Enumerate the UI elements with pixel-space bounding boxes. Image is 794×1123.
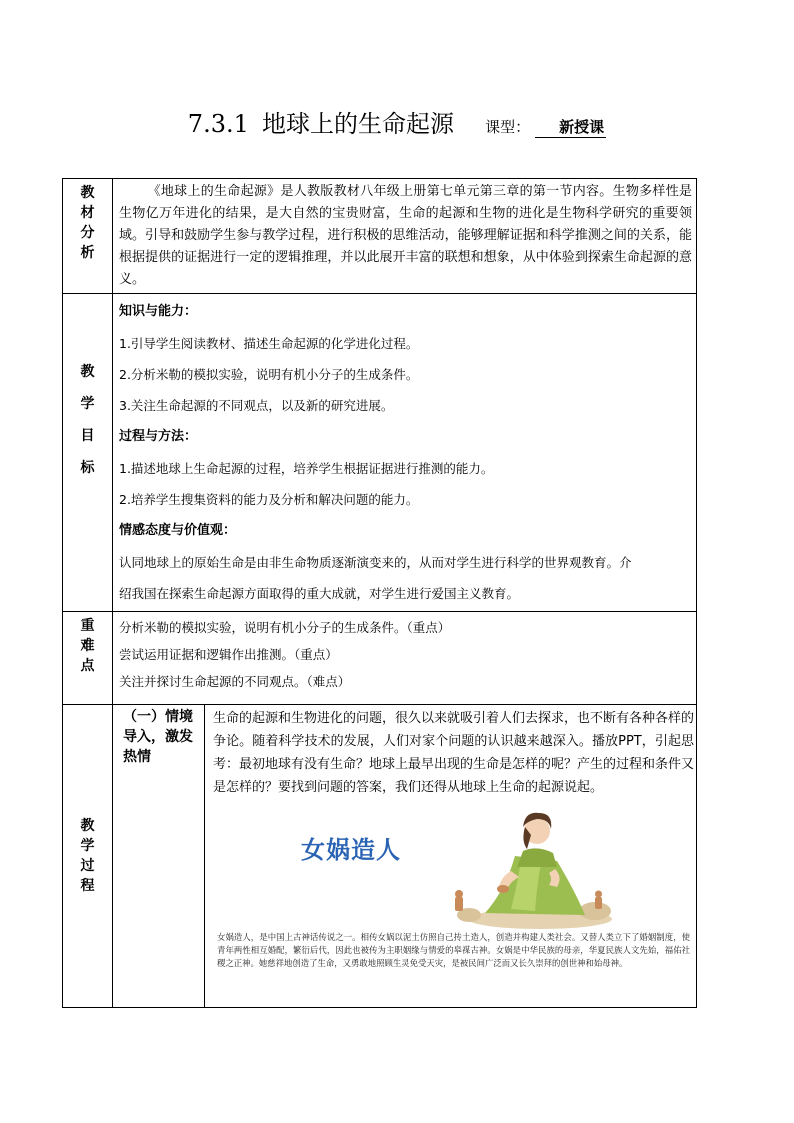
key-points-header <box>63 612 113 705</box>
section-number: 7.3.1 <box>187 110 249 138</box>
stage-title-line: （一）情境 <box>123 709 193 725</box>
document-title-row <box>0 104 794 139</box>
nuwa-figure <box>213 807 694 1007</box>
stage-title-line: 热情 <box>123 749 151 765</box>
key-points-content <box>113 612 697 705</box>
header-char: 点 <box>80 658 95 674</box>
stage-title-line: 导入，激发 <box>123 729 193 745</box>
goals-row <box>63 294 697 612</box>
key-point-item: 关注并探讨生命起源的不同观点。（难点） <box>119 674 351 689</box>
goal-item: 1.描述地球上生命起源的过程，培养学生根据证据进行推测的能力。 <box>119 461 494 476</box>
header-char: 过 <box>80 858 95 874</box>
lesson-type-label: 课型： <box>485 118 531 136</box>
nuwa-illustration <box>445 801 615 931</box>
key-point-item: 分析米勒的模拟实验，说明有机小分子的生成条件。（重点） <box>119 620 451 635</box>
page-title: 地球上的生命起源 <box>261 110 454 138</box>
stage-title <box>113 705 205 1008</box>
key-point-item: 尝试运用证据和逻辑作出推测。（重点） <box>119 647 338 662</box>
header-char: 重 <box>80 618 95 634</box>
goal-item: 3.关注生命起源的不同观点，以及新的研究进展。 <box>119 398 394 413</box>
goal-item: 2.培养学生搜集资料的能力及分析和解决问题的能力。 <box>119 492 419 507</box>
figure-title: 女娲造人 <box>301 836 401 864</box>
header-char: 分 <box>80 225 95 241</box>
goal-item: 1.引导学生阅读教材、描述生命起源的化学进化过程。 <box>119 336 419 351</box>
process-header <box>63 705 113 1008</box>
key-points-row <box>63 612 697 705</box>
knowledge-heading: 知识与能力： <box>119 304 198 319</box>
goals-header <box>63 294 113 612</box>
header-char: 析 <box>80 245 95 261</box>
header-char: 难 <box>80 638 95 654</box>
analysis-row <box>63 179 697 294</box>
analysis-text: 《地球上的生命起源》是人教版教材八年级上册第七单元第三章的第一节内容。生物多样性是生物亿万年进化的结果，是大自然的宝贵财富，生命的起源和生物的进化是生物科学研究的重要领域。引导和鼓励学生参与教学过程，进行积极的思维活动，能够理解证据和科学推测之间的关系，能根据提供的证据进行一定的逻辑推理，并以此展开丰富的联想和想象，从中体验到探索生命起源的意义。 <box>113 179 697 294</box>
header-char: 程 <box>80 878 95 894</box>
header-char: 教 <box>80 818 95 834</box>
activity-cell <box>205 705 697 1008</box>
lesson-plan-table <box>62 178 697 1008</box>
activity-text: 生命的起源和生物进化的问题，很久以来就吸引着人们去探求，也不断有各种各样的争论。随着科学技术的发展，人们对家个问题的认识越来越深入。播放PPT，引起思考：最初地球有没有生命？地球上最早出现的生命是怎样的呢？产生的过程和条件又是怎样的？要找到问题的答案，我们还得从地球上生命的起源说起。 <box>213 711 695 795</box>
analysis-header <box>63 179 113 294</box>
goal-item: 绍我国在探索生命起源方面取得的重大成就，对学生进行爱国主义教育。 <box>119 586 520 601</box>
header-char: 教 <box>80 364 95 380</box>
header-char: 目 <box>80 428 95 444</box>
header-char: 材 <box>80 205 95 221</box>
goal-item: 2.分析米勒的模拟实验，说明有机小分子的生成条件。 <box>119 367 419 382</box>
process-heading: 过程与方法： <box>119 429 198 444</box>
lesson-type-value: 新授课 <box>535 116 606 138</box>
goal-item: 认同地球上的原始生命是由非生命物质逐渐演变来的，从而对学生进行科学的世界观教育。介 <box>119 555 632 570</box>
header-char: 学 <box>80 396 95 412</box>
figure-caption: 女娲造人，是中国上古神话传说之一。相传女娲以泥土仿照自己抟土造人，创造并构建人类社会。又替人类立下了婚姻制度，使青年两性相互婚配，繁衍后代，因此也被传为主职姻缘与情爱的皋禖古神。女娲是中华民族的母亲，华夏民族人文先始，福佑社稷之正神。她慈祥地创造了生命，又勇敢地照顾生灵免受天灾，是被民间广泛而又长久崇拜的创世神和始母神。 <box>217 932 691 968</box>
goals-content <box>113 294 697 612</box>
header-char: 学 <box>80 838 95 854</box>
header-char: 标 <box>80 460 95 476</box>
process-row <box>63 705 697 1008</box>
emotion-heading: 情感态度与价值观： <box>119 523 237 538</box>
header-char: 教 <box>80 185 95 201</box>
